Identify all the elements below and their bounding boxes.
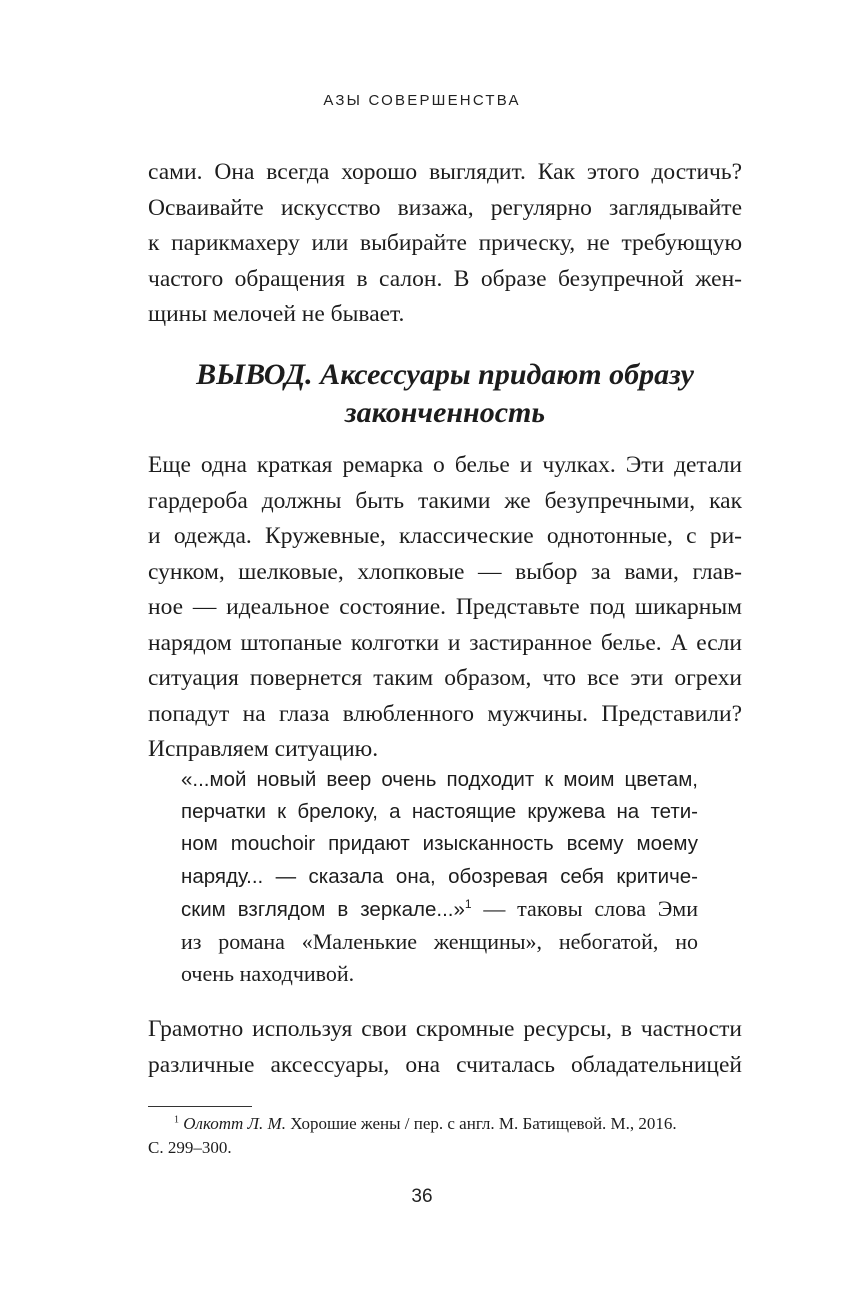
footnote-divider <box>148 1106 252 1107</box>
heading-line: законченность <box>344 396 546 429</box>
quote-line: перчатки к брелоку, а настоящие кружева на тети- <box>181 800 698 824</box>
text-line: Грамотно используя свои скромные ресурсы, в частности <box>148 1016 742 1042</box>
text-line: ное — идеальное состояние. Представьте под шикарным <box>148 594 742 620</box>
footnote-marker: 1 <box>174 1114 179 1126</box>
paragraph-1 <box>148 155 742 333</box>
text-line: и одежда. Кружевные, классические однотонные, с ри- <box>148 523 742 549</box>
text-line: Осваивайте искусство визажа, регулярно заглядывайте <box>148 194 742 221</box>
text-line: различные аксессуары, она считалась обладательницей <box>148 1051 742 1078</box>
quote-line: наряду... — сказала она, обозревая себя критиче- <box>181 864 698 888</box>
text-line: сунком, шелковые, хлопковые — выбор за вами, глав- <box>148 558 742 585</box>
footnote-line <box>148 1112 746 1136</box>
quote-text: — таковы слова Эми <box>471 895 698 921</box>
text-line: Еще одна краткая ремарка о белье и чулках. Эти детали <box>148 452 742 478</box>
quote-line: ном mouchoir придают изысканность всему моему <box>181 832 698 856</box>
paragraph-2 <box>148 448 742 768</box>
quote-line: из романа «Маленькие женщины», небогатой, но <box>181 929 698 955</box>
paragraph-3 <box>148 1012 742 1083</box>
running-head: АЗЫ СОВЕРШЕНСТВА <box>323 92 521 109</box>
footnote <box>148 1112 746 1160</box>
text-line: гардероба должны быть такими же безупречными, как <box>148 487 742 514</box>
text-line: частого обращения в салон. В образе безупречной жен- <box>148 265 742 292</box>
page-number: 36 <box>411 1186 433 1207</box>
text-line: к парикмахеру или выбирайте прическу, не требующую <box>148 230 742 256</box>
text-line: попадут на глаза влюбленного мужчины. Представили? <box>148 700 742 727</box>
section-heading <box>148 356 742 432</box>
footnote-reference[interactable]: 1 <box>464 896 472 911</box>
footnote-author: Олкотт Л. М. <box>183 1114 286 1133</box>
quote-text: ским взглядом в зеркале...» <box>181 897 465 921</box>
footnote-line: С. 299–300. <box>148 1138 232 1157</box>
text-line: сами. Она всегда хорошо выглядит. Как этого достичь? <box>148 159 742 185</box>
quote-line <box>181 893 698 926</box>
quote-line: «...мой новый веер очень подходит к моим цветам, <box>181 768 698 791</box>
text-line: щины мелочей не бывает. <box>148 301 405 327</box>
text-line: Исправляем ситуацию. <box>148 736 379 762</box>
text-line: ситуация повернется таким образом, что все эти огрехи <box>148 665 742 691</box>
footnote-text: Хорошие жены / пер. с англ. М. Батищевой. М., 2016. <box>285 1114 677 1133</box>
text-line: нарядом штопаные колготки и застиранное белье. А если <box>148 629 742 656</box>
quote-line: очень находчивой. <box>181 961 355 987</box>
block-quote <box>181 764 698 990</box>
heading-line: ВЫВОД. Аксессуары придают образу <box>196 358 694 391</box>
